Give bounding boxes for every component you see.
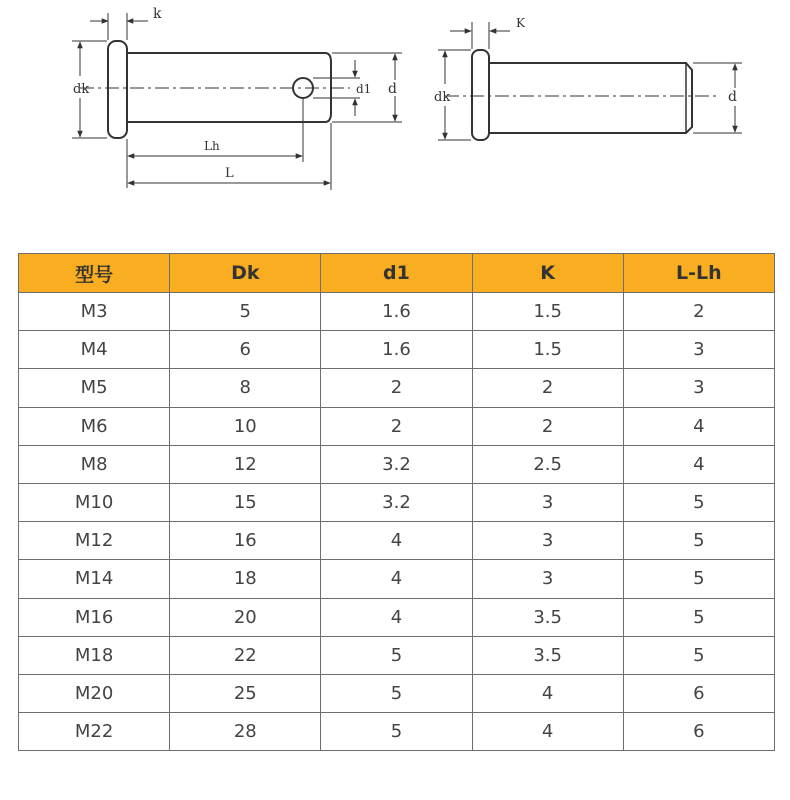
table-cell: 22 <box>170 636 321 674</box>
table-cell: 6 <box>170 331 321 369</box>
table-cell: M6 <box>19 407 170 445</box>
table-cell: 6 <box>623 713 774 751</box>
column-header: L-Lh <box>623 254 774 293</box>
table-row <box>19 674 775 712</box>
table-cell: 20 <box>170 598 321 636</box>
table-row <box>19 560 775 598</box>
table-cell: M18 <box>19 636 170 674</box>
table-cell: 2 <box>623 293 774 331</box>
label-d: d <box>388 81 397 97</box>
table-cell: 3.2 <box>321 445 472 483</box>
label-d: d <box>728 89 737 105</box>
table-row <box>19 407 775 445</box>
table-cell: 5 <box>321 674 472 712</box>
table-header-row <box>19 254 775 293</box>
pin-head <box>472 50 489 140</box>
table-cell: 5 <box>623 560 774 598</box>
column-header: Dk <box>170 254 321 293</box>
table-cell: 2 <box>472 407 623 445</box>
pin-drawing-with-hole-labels <box>73 6 397 181</box>
table-cell: M22 <box>19 713 170 751</box>
table-cell: 5 <box>623 636 774 674</box>
table-cell: 4 <box>623 407 774 445</box>
table-cell: 4 <box>321 522 472 560</box>
pin-head <box>108 41 127 138</box>
table-row <box>19 522 775 560</box>
column-header: K <box>472 254 623 293</box>
label-lh: Lh <box>204 139 220 153</box>
table-row <box>19 636 775 674</box>
table-cell: 5 <box>170 293 321 331</box>
technical-drawings <box>0 0 790 240</box>
table-cell: M20 <box>19 674 170 712</box>
table-cell: M16 <box>19 598 170 636</box>
table-cell: 2.5 <box>472 445 623 483</box>
label-l: L <box>225 166 234 181</box>
table-cell: 15 <box>170 483 321 521</box>
table-cell: 5 <box>321 713 472 751</box>
table-cell: 3 <box>623 331 774 369</box>
table-body <box>19 293 775 751</box>
table-cell: 1.5 <box>472 331 623 369</box>
table-row <box>19 598 775 636</box>
table-cell: 16 <box>170 522 321 560</box>
table-cell: 5 <box>623 483 774 521</box>
table-cell: M8 <box>19 445 170 483</box>
table-cell: 1.5 <box>472 293 623 331</box>
table-cell: 1.6 <box>321 293 472 331</box>
table-cell: 3.5 <box>472 636 623 674</box>
table-cell: 3.5 <box>472 598 623 636</box>
table-row <box>19 293 775 331</box>
table-cell: 2 <box>321 369 472 407</box>
table-cell: 12 <box>170 445 321 483</box>
spec-table <box>18 253 775 751</box>
table-cell: M12 <box>19 522 170 560</box>
label-k: K <box>516 16 525 30</box>
table-cell: 3 <box>623 369 774 407</box>
table-cell: 3 <box>472 522 623 560</box>
table-cell: 4 <box>321 598 472 636</box>
label-k: k <box>153 6 162 22</box>
table-row <box>19 369 775 407</box>
table-cell: 28 <box>170 713 321 751</box>
table-cell: M14 <box>19 560 170 598</box>
table-cell: 10 <box>170 407 321 445</box>
pin-shank <box>489 63 692 133</box>
table-cell: 5 <box>623 522 774 560</box>
table-cell: M5 <box>19 369 170 407</box>
column-header: d1 <box>321 254 472 293</box>
table-cell: M4 <box>19 331 170 369</box>
table-cell: 2 <box>321 407 472 445</box>
pin-drawing-plain <box>438 22 742 140</box>
table-row <box>19 483 775 521</box>
table-cell: 2 <box>472 369 623 407</box>
column-header: 型号 <box>19 254 170 293</box>
table-cell: 3 <box>472 483 623 521</box>
table-row <box>19 713 775 751</box>
table-cell: 4 <box>321 560 472 598</box>
pin-drawing-with-hole <box>72 13 402 190</box>
table-cell: 5 <box>321 636 472 674</box>
table-cell: 8 <box>170 369 321 407</box>
table-cell: 18 <box>170 560 321 598</box>
table-row <box>19 331 775 369</box>
table-cell: M10 <box>19 483 170 521</box>
table-cell: 3.2 <box>321 483 472 521</box>
label-dk: dk <box>73 82 90 97</box>
table-cell: 5 <box>623 598 774 636</box>
label-d1: d1 <box>356 82 372 96</box>
table-cell: 6 <box>623 674 774 712</box>
table-cell: 4 <box>623 445 774 483</box>
table-row <box>19 445 775 483</box>
table-cell: 4 <box>472 674 623 712</box>
table-cell: 3 <box>472 560 623 598</box>
table-cell: 25 <box>170 674 321 712</box>
table-cell: 4 <box>472 713 623 751</box>
table-cell: M3 <box>19 293 170 331</box>
label-dk: dk <box>434 90 451 105</box>
table-cell: 1.6 <box>321 331 472 369</box>
